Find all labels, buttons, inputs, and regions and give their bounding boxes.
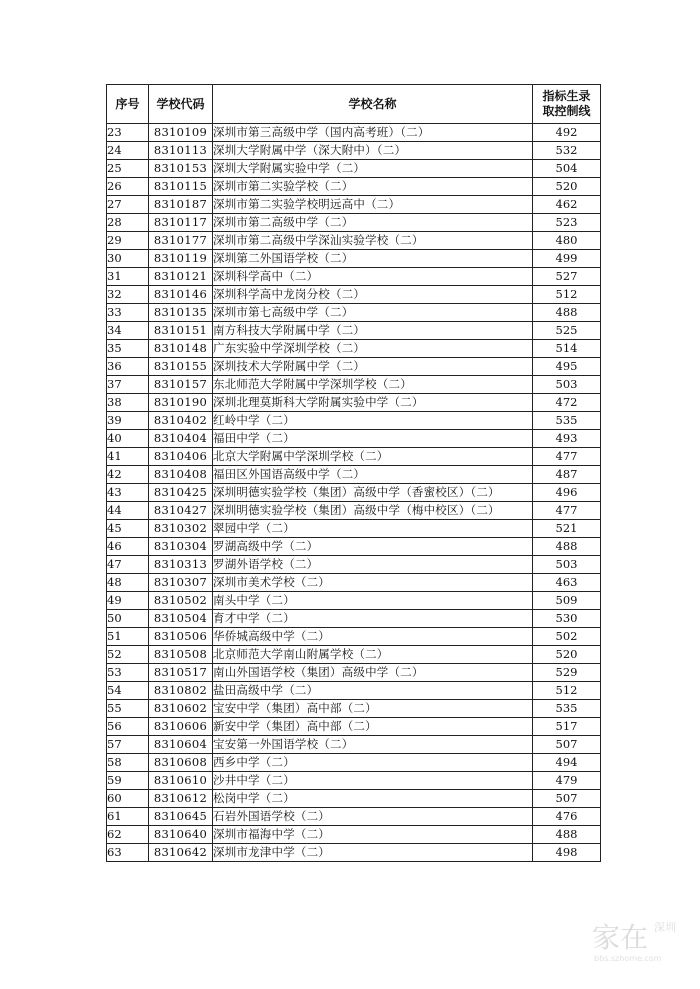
cell-seq: 44 (107, 502, 149, 520)
cell-school-name: 深圳技术大学附属中学（二） (213, 358, 533, 376)
table-row (107, 232, 601, 250)
cell-seq: 25 (107, 160, 149, 178)
table-row (107, 790, 601, 808)
cell-school-name: 南山外国语学校（集团）高级中学（二） (213, 664, 533, 682)
cell-school-name: 福田中学（二） (213, 430, 533, 448)
cell-seq: 40 (107, 430, 149, 448)
cell-seq: 57 (107, 736, 149, 754)
table-row (107, 160, 601, 178)
cell-score: 493 (533, 430, 601, 448)
cell-school-code: 8310502 (149, 592, 213, 610)
cell-score: 504 (533, 160, 601, 178)
cell-score: 503 (533, 556, 601, 574)
cell-seq: 27 (107, 196, 149, 214)
cell-score: 514 (533, 340, 601, 358)
cell-school-code: 8310517 (149, 664, 213, 682)
cell-school-code: 8310640 (149, 826, 213, 844)
table-header-row (107, 85, 601, 124)
cell-school-name: 松岗中学（二） (213, 790, 533, 808)
cell-score: 462 (533, 196, 601, 214)
cell-score: 472 (533, 394, 601, 412)
cell-school-code: 8310121 (149, 268, 213, 286)
cell-score: 488 (533, 826, 601, 844)
cell-score: 520 (533, 646, 601, 664)
table-row (107, 538, 601, 556)
cell-seq: 49 (107, 592, 149, 610)
cell-school-code: 8310506 (149, 628, 213, 646)
cell-seq: 50 (107, 610, 149, 628)
cell-school-code: 8310153 (149, 160, 213, 178)
cell-seq: 35 (107, 340, 149, 358)
cell-score: 527 (533, 268, 601, 286)
cell-school-code: 8310313 (149, 556, 213, 574)
table-row (107, 448, 601, 466)
cell-score: 507 (533, 736, 601, 754)
cell-school-code: 8310190 (149, 394, 213, 412)
cell-school-code: 8310504 (149, 610, 213, 628)
cell-school-code: 8310187 (149, 196, 213, 214)
cell-score: 535 (533, 412, 601, 430)
watermark-main: 家在 (592, 921, 649, 954)
cell-score: 494 (533, 754, 601, 772)
cell-school-name: 深圳科学高中龙岗分校（二） (213, 286, 533, 304)
table-row (107, 700, 601, 718)
cell-score: 492 (533, 124, 601, 142)
table-row (107, 322, 601, 340)
cell-school-name: 罗湖外语学校（二） (213, 556, 533, 574)
cell-seq: 36 (107, 358, 149, 376)
cell-score: 523 (533, 214, 601, 232)
cell-school-name: 深圳大学附属实验中学（二） (213, 160, 533, 178)
cell-school-code: 8310612 (149, 790, 213, 808)
table-row (107, 682, 601, 700)
table-row (107, 844, 601, 862)
cell-school-code: 8310157 (149, 376, 213, 394)
header-score-line-2: 取控制线 (542, 104, 591, 118)
table-row (107, 250, 601, 268)
cell-score: 502 (533, 628, 601, 646)
cell-school-name: 北京大学附属中学深圳学校（二） (213, 448, 533, 466)
table-row (107, 754, 601, 772)
table-row (107, 304, 601, 322)
cell-school-code: 8310642 (149, 844, 213, 862)
cell-school-code: 8310115 (149, 178, 213, 196)
table-row (107, 412, 601, 430)
cell-score: 463 (533, 574, 601, 592)
table-row (107, 556, 601, 574)
cell-school-name: 育才中学（二） (213, 610, 533, 628)
cell-school-code: 8310155 (149, 358, 213, 376)
cell-school-name: 福田区外国语高级中学（二） (213, 466, 533, 484)
cell-school-name: 深圳市第二实验学校明远高中（二） (213, 196, 533, 214)
cell-school-code: 8310408 (149, 466, 213, 484)
header-school-name: 学校名称 (213, 85, 533, 124)
cell-seq: 28 (107, 214, 149, 232)
cell-school-code: 8310302 (149, 520, 213, 538)
watermark-logo-icon (590, 913, 686, 965)
cell-school-code: 8310113 (149, 142, 213, 160)
cell-school-name: 广东实验中学深圳学校（二） (213, 340, 533, 358)
cell-seq: 38 (107, 394, 149, 412)
table-body (107, 124, 601, 862)
cell-score: 532 (533, 142, 601, 160)
cell-school-name: 深圳市第二高级中学深汕实验学校（二） (213, 232, 533, 250)
admission-score-table (106, 84, 601, 862)
table-row (107, 286, 601, 304)
cell-score: 530 (533, 610, 601, 628)
table-row (107, 484, 601, 502)
table-row (107, 808, 601, 826)
table-row (107, 178, 601, 196)
cell-seq: 62 (107, 826, 149, 844)
cell-score: 496 (533, 484, 601, 502)
cell-school-name: 罗湖高级中学（二） (213, 538, 533, 556)
header-school-code: 学校代码 (149, 85, 213, 124)
cell-school-name: 深圳市福海中学（二） (213, 826, 533, 844)
cell-seq: 54 (107, 682, 149, 700)
watermark-city: 深圳 (654, 921, 676, 934)
table-row (107, 592, 601, 610)
cell-school-name: 西乡中学（二） (213, 754, 533, 772)
cell-score: 529 (533, 664, 601, 682)
cell-school-code: 8310427 (149, 502, 213, 520)
cell-school-code: 8310402 (149, 412, 213, 430)
table-row (107, 376, 601, 394)
cell-seq: 41 (107, 448, 149, 466)
cell-seq: 51 (107, 628, 149, 646)
cell-school-code: 8310146 (149, 286, 213, 304)
cell-seq: 26 (107, 178, 149, 196)
cell-school-name: 石岩外国语学校（二） (213, 808, 533, 826)
cell-score: 488 (533, 538, 601, 556)
cell-school-name: 深圳市美术学校（二） (213, 574, 533, 592)
cell-school-code: 8310608 (149, 754, 213, 772)
cell-school-name: 深圳科学高中（二） (213, 268, 533, 286)
table-row (107, 268, 601, 286)
cell-score: 477 (533, 448, 601, 466)
cell-score: 507 (533, 790, 601, 808)
cell-seq: 47 (107, 556, 149, 574)
header-score-line-1: 指标生录 (542, 89, 591, 103)
cell-school-name: 深圳明德实验学校（集团）高级中学（梅中校区）（二） (213, 502, 533, 520)
cell-seq: 29 (107, 232, 149, 250)
table-row (107, 466, 601, 484)
cell-seq: 63 (107, 844, 149, 862)
cell-seq: 60 (107, 790, 149, 808)
cell-school-code: 8310109 (149, 124, 213, 142)
cell-score: 525 (533, 322, 601, 340)
cell-school-name: 南方科技大学附属中学（二） (213, 322, 533, 340)
cell-seq: 23 (107, 124, 149, 142)
cell-score: 512 (533, 286, 601, 304)
cell-seq: 24 (107, 142, 149, 160)
header-seq: 序号 (107, 85, 149, 124)
cell-school-name: 深圳大学附属中学（深大附中）（二） (213, 142, 533, 160)
table-row (107, 358, 601, 376)
cell-score: 512 (533, 682, 601, 700)
table-row (107, 430, 601, 448)
table-row (107, 502, 601, 520)
cell-score: 499 (533, 250, 601, 268)
cell-school-code: 8310119 (149, 250, 213, 268)
cell-score: 520 (533, 178, 601, 196)
cell-seq: 48 (107, 574, 149, 592)
cell-school-name: 红岭中学（二） (213, 412, 533, 430)
cell-seq: 39 (107, 412, 149, 430)
cell-school-code: 8310606 (149, 718, 213, 736)
table-row (107, 610, 601, 628)
cell-school-code: 8310406 (149, 448, 213, 466)
cell-score: 488 (533, 304, 601, 322)
cell-seq: 42 (107, 466, 149, 484)
table-row (107, 646, 601, 664)
cell-seq: 32 (107, 286, 149, 304)
table-row (107, 394, 601, 412)
watermark-domain: bbs.szhome.com (594, 954, 662, 963)
cell-score: 509 (533, 592, 601, 610)
cell-score: 476 (533, 808, 601, 826)
cell-score: 479 (533, 772, 601, 790)
table-row (107, 736, 601, 754)
cell-school-name: 沙井中学（二） (213, 772, 533, 790)
cell-score: 487 (533, 466, 601, 484)
watermark (590, 913, 686, 965)
table-row (107, 664, 601, 682)
cell-school-name: 东北师范大学附属中学深圳学校（二） (213, 376, 533, 394)
table-row (107, 718, 601, 736)
table-row (107, 340, 601, 358)
cell-seq: 31 (107, 268, 149, 286)
cell-score: 503 (533, 376, 601, 394)
table-row (107, 214, 601, 232)
table-row (107, 574, 601, 592)
cell-school-name: 深圳市第二高级中学（二） (213, 214, 533, 232)
cell-school-name: 深圳市第二实验学校（二） (213, 178, 533, 196)
cell-school-name: 宝安中学（集团）高中部（二） (213, 700, 533, 718)
cell-score: 521 (533, 520, 601, 538)
table-row (107, 772, 601, 790)
cell-school-name: 深圳第二外国语学校（二） (213, 250, 533, 268)
cell-school-code: 8310802 (149, 682, 213, 700)
header-score-line (533, 85, 601, 124)
cell-school-name: 新安中学（集团）高中部（二） (213, 718, 533, 736)
cell-school-code: 8310307 (149, 574, 213, 592)
cell-school-name: 深圳市第三高级中学（国内高考班）（二） (213, 124, 533, 142)
table-row (107, 124, 601, 142)
cell-school-code: 8310117 (149, 214, 213, 232)
cell-seq: 46 (107, 538, 149, 556)
cell-score: 498 (533, 844, 601, 862)
cell-school-name: 北京师范大学南山附属学校（二） (213, 646, 533, 664)
table-row (107, 520, 601, 538)
cell-school-code: 8310135 (149, 304, 213, 322)
cell-seq: 43 (107, 484, 149, 502)
cell-seq: 30 (107, 250, 149, 268)
cell-score: 535 (533, 700, 601, 718)
table-row (107, 826, 601, 844)
cell-school-code: 8310604 (149, 736, 213, 754)
cell-score: 495 (533, 358, 601, 376)
cell-school-name: 深圳市龙津中学（二） (213, 844, 533, 862)
cell-seq: 55 (107, 700, 149, 718)
cell-school-code: 8310645 (149, 808, 213, 826)
cell-school-code: 8310425 (149, 484, 213, 502)
cell-school-code: 8310151 (149, 322, 213, 340)
cell-school-code: 8310602 (149, 700, 213, 718)
cell-school-name: 宝安第一外国语学校（二） (213, 736, 533, 754)
cell-school-code: 8310610 (149, 772, 213, 790)
cell-school-name: 深圳市第七高级中学（二） (213, 304, 533, 322)
cell-school-code: 8310404 (149, 430, 213, 448)
cell-seq: 56 (107, 718, 149, 736)
cell-school-name: 翠园中学（二） (213, 520, 533, 538)
cell-school-name: 深圳明德实验学校（集团）高级中学（香蜜校区）（二） (213, 484, 533, 502)
cell-school-name: 华侨城高级中学（二） (213, 628, 533, 646)
cell-seq: 45 (107, 520, 149, 538)
cell-school-name: 深圳北理莫斯科大学附属实验中学（二） (213, 394, 533, 412)
table-row (107, 142, 601, 160)
cell-seq: 58 (107, 754, 149, 772)
cell-seq: 34 (107, 322, 149, 340)
cell-seq: 37 (107, 376, 149, 394)
cell-seq: 52 (107, 646, 149, 664)
cell-score: 517 (533, 718, 601, 736)
cell-seq: 53 (107, 664, 149, 682)
cell-school-code: 8310148 (149, 340, 213, 358)
table-row (107, 196, 601, 214)
cell-school-code: 8310508 (149, 646, 213, 664)
cell-seq: 61 (107, 808, 149, 826)
cell-seq: 59 (107, 772, 149, 790)
cell-score: 477 (533, 502, 601, 520)
cell-school-code: 8310304 (149, 538, 213, 556)
cell-score: 480 (533, 232, 601, 250)
table-row (107, 628, 601, 646)
cell-school-name: 南头中学（二） (213, 592, 533, 610)
cell-seq: 33 (107, 304, 149, 322)
cell-school-name: 盐田高级中学（二） (213, 682, 533, 700)
cell-school-code: 8310177 (149, 232, 213, 250)
